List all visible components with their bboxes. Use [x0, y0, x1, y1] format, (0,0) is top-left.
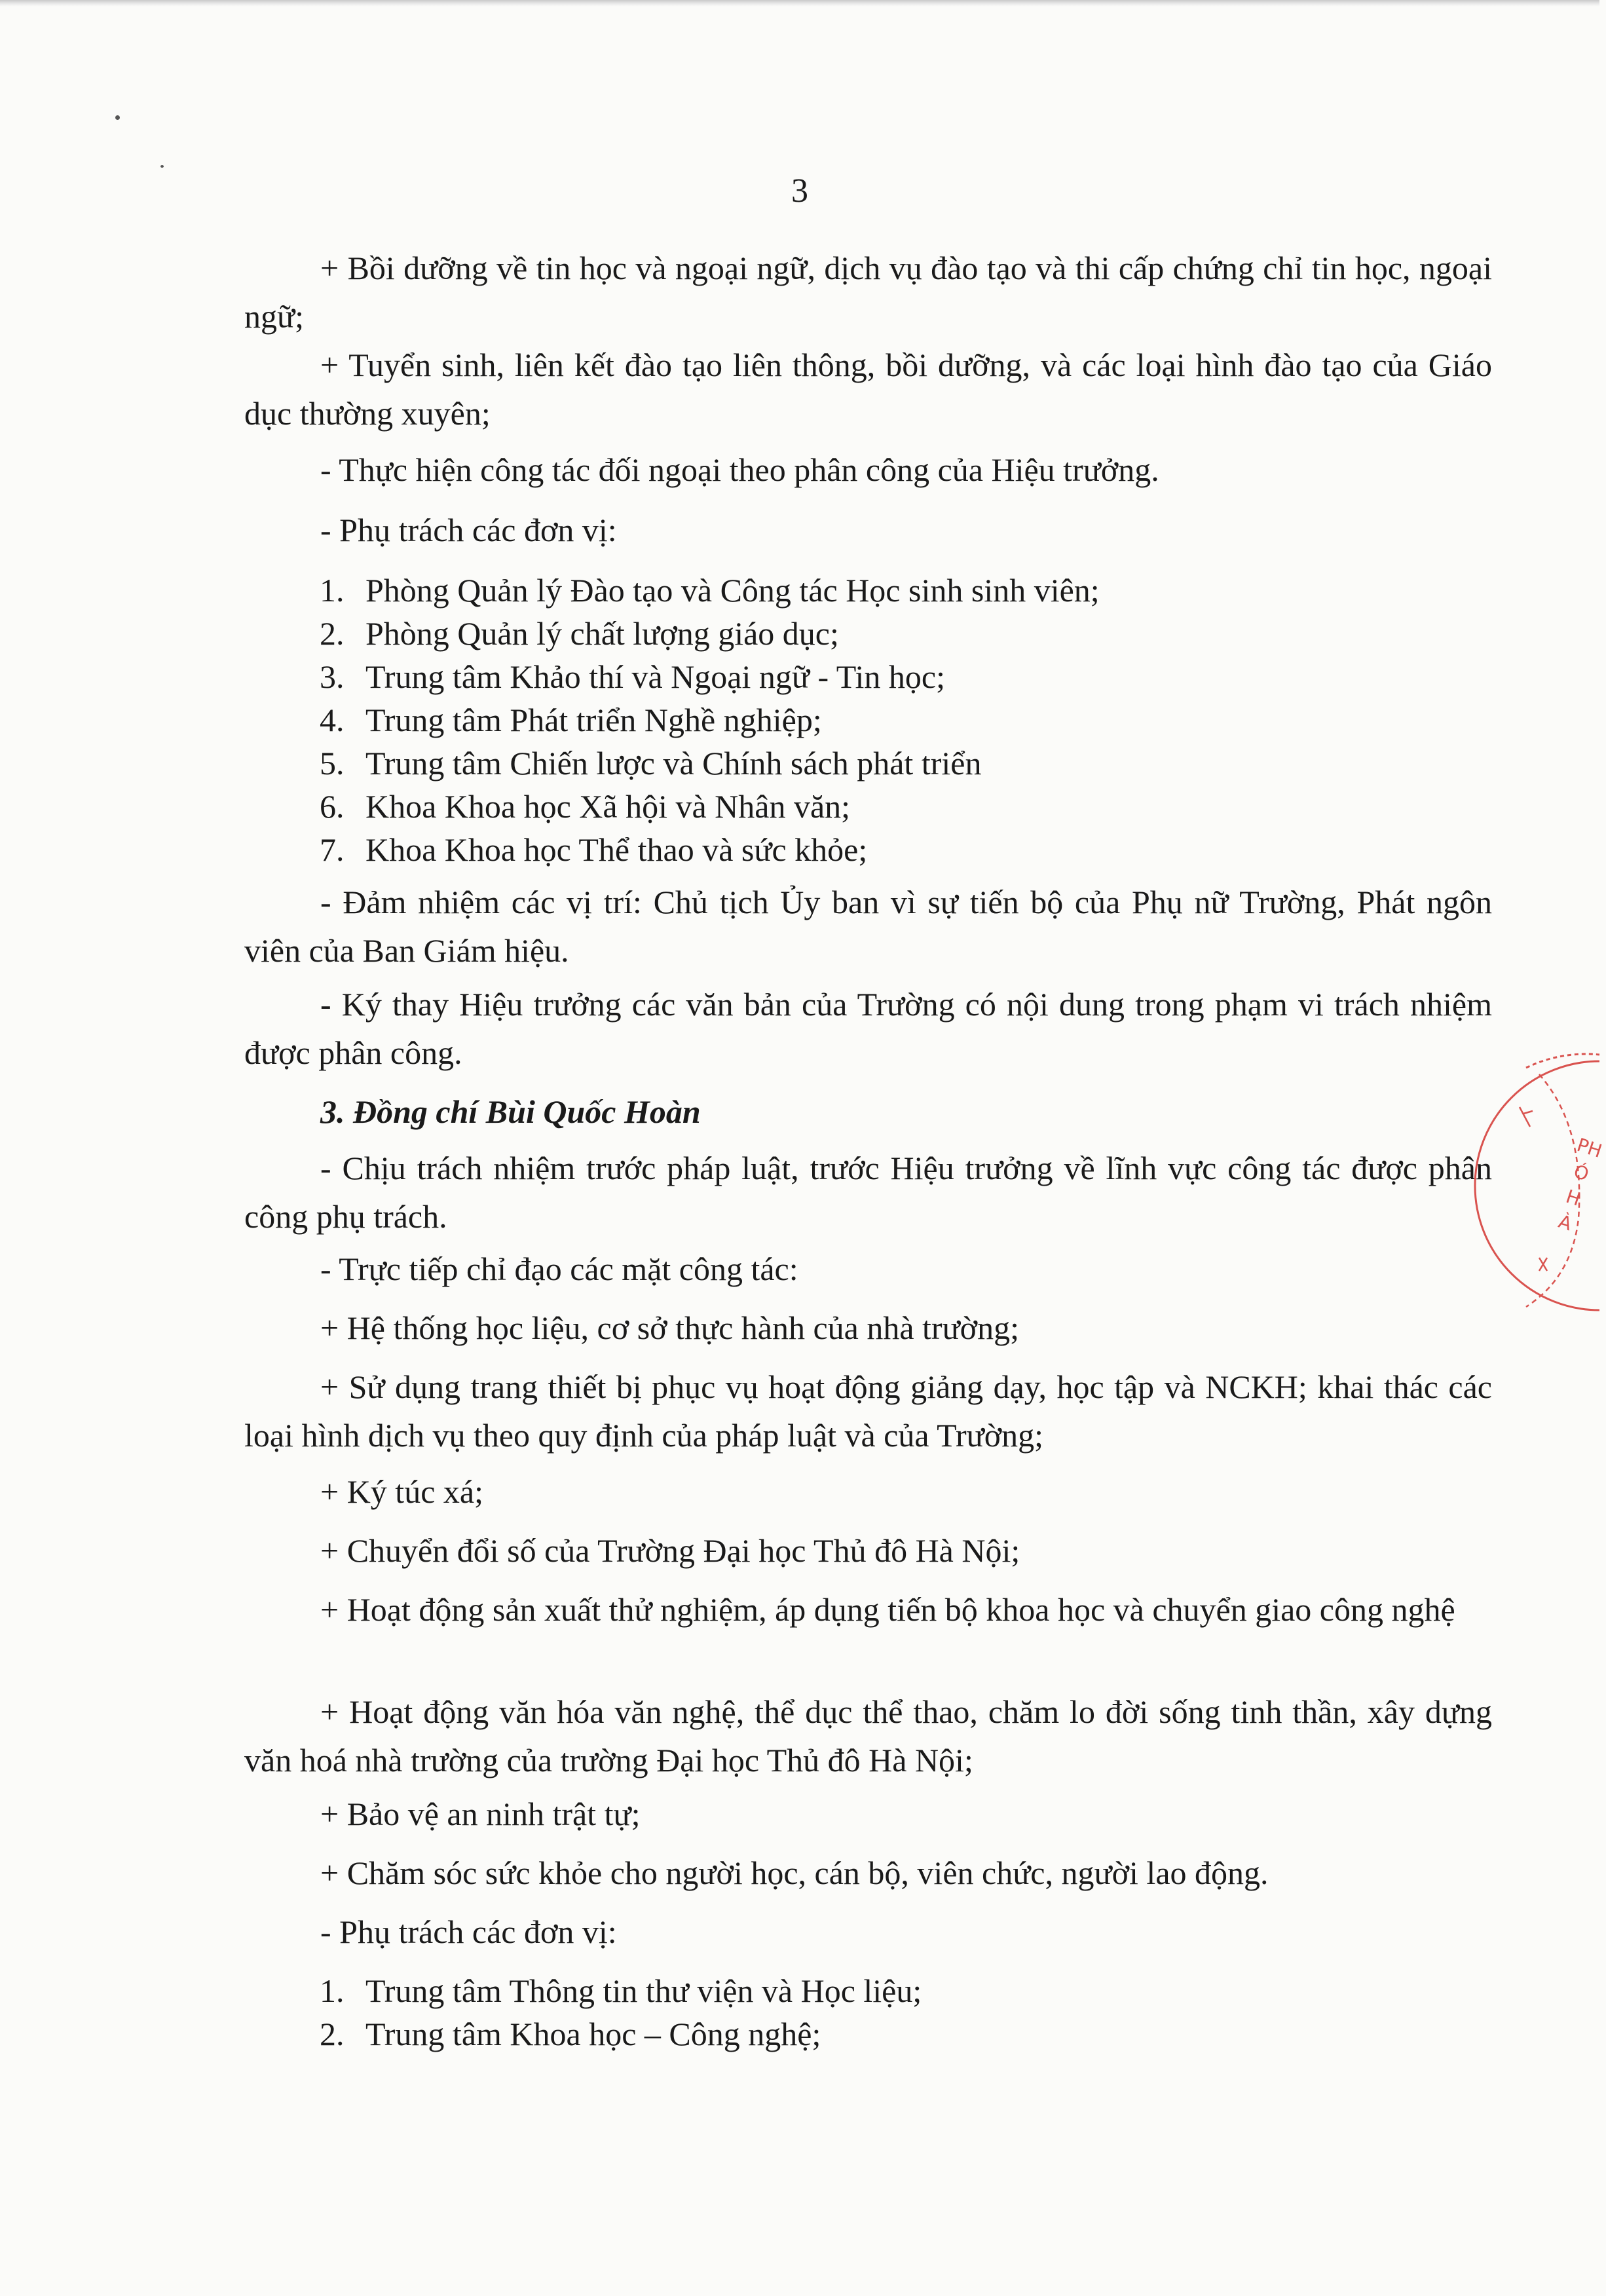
- paragraph-sign-on-behalf: - Ký thay Hiệu trưởng các văn bản của Trường có nội dung trong phạm vi trách nhiệm được phân công.: [244, 986, 1492, 1071]
- paragraph-digital-transformation: + Chuyển đổi số của Trường Đại học Thủ đô Hà Nội;: [320, 1532, 1020, 1569]
- paragraph-production-tech: + Hoạt động sản xuất thử nghiệm, áp dụng tiến bộ khoa học và chuyển giao công nghệ: [320, 1591, 1455, 1628]
- list-item: 7. Khoa Khoa học Thể thao và sức khỏe;: [320, 831, 868, 868]
- paragraph-admissions: + Tuyển sinh, liên kết đào tạo liên thông, bồi dưỡng, và các loại hình đào tạo của Giáo dục thường xuyên;: [244, 347, 1492, 432]
- scan-speck: [115, 115, 120, 120]
- paragraph-culture-sports: + Hoạt động văn hóa văn nghệ, thể dục thể thao, chăm lo đời sống tinh thần, xây dựng văn hoá nhà trường của trường Đại học Thủ đô Hà Nội;: [244, 1693, 1492, 1778]
- paragraph-units-intro-2: - Phụ trách các đơn vị:: [320, 1913, 617, 1950]
- units-list-a: [320, 569, 1100, 871]
- list-item: 5. Trung tâm Chiến lược và Chính sách phát triển: [320, 745, 982, 781]
- scan-top-edge: [0, 0, 1599, 7]
- list-item: 2. Trung tâm Khoa học – Công nghệ;: [320, 2016, 821, 2052]
- paragraph-responsibility: - Chịu trách nhiệm trước pháp luật, trước Hiệu trưởng về lĩnh vực công tác được phân công phụ trách.: [244, 1150, 1492, 1235]
- list-item: 1. Trung tâm Thông tin thư viện và Học liệu;: [320, 1972, 922, 2009]
- paragraph-foreign-affairs: - Thực hiện công tác đối ngoại theo phân công của Hiệu trưởng.: [320, 451, 1159, 488]
- section-heading: 3. Đồng chí Bùi Quốc Hoàn: [320, 1093, 701, 1130]
- page-number: 3: [791, 172, 808, 210]
- list-item: 2. Phòng Quản lý chất lượng giáo dục;: [320, 615, 839, 652]
- seal-text: PHÓ HÀ: [1556, 1133, 1605, 1235]
- list-item: 3. Trung tâm Khảo thí và Ngoại ngữ - Tin học;: [320, 658, 945, 695]
- paragraph-direct-lead: - Trực tiếp chỉ đạo các mặt công tác:: [320, 1251, 798, 1287]
- paragraph-healthcare: + Chăm sóc sức khỏe cho người học, cán bộ, viên chức, người lao động.: [320, 1854, 1269, 1891]
- list-item: 1. Phòng Quản lý Đào tạo và Công tác Học sinh sinh viên;: [320, 572, 1100, 609]
- list-item: 6. Khoa Khoa học Xã hội và Nhân văn;: [320, 788, 851, 825]
- paragraph-units-intro: - Phụ trách các đơn vị:: [320, 512, 617, 548]
- official-seal: [1513, 1048, 1605, 1317]
- scan-speck: [160, 165, 164, 168]
- list-item: 4. Trung tâm Phát triển Nghề nghiệp;: [320, 702, 822, 738]
- paragraph-positions: - Đảm nhiệm các vị trí: Chủ tịch Ủy ban vì sự tiến bộ của Phụ nữ Trường, Phát ngôn viên của Ban Giám hiệu.: [244, 884, 1492, 969]
- units-list-c: [320, 1969, 922, 2056]
- paragraph-learning-materials: + Hệ thống học liệu, cơ sở thực hành của nhà trường;: [320, 1309, 1020, 1346]
- paragraph-equipment: + Sử dụng trang thiết bị phục vụ hoạt động giảng dạy, học tập và NCKH; khai thác các loại hình dịch vụ theo quy định của pháp luật và của Trường;: [244, 1368, 1492, 1454]
- paragraph-security: + Bảo vệ an ninh trật tự;: [320, 1796, 641, 1832]
- paragraph-training-it-language: + Bồi dưỡng về tin học và ngoại ngữ, dịch vụ đào tạo và thi cấp chứng chỉ tin học, ngoại ngữ;: [244, 250, 1492, 335]
- paragraph-dormitory: + Ký túc xá;: [320, 1473, 483, 1510]
